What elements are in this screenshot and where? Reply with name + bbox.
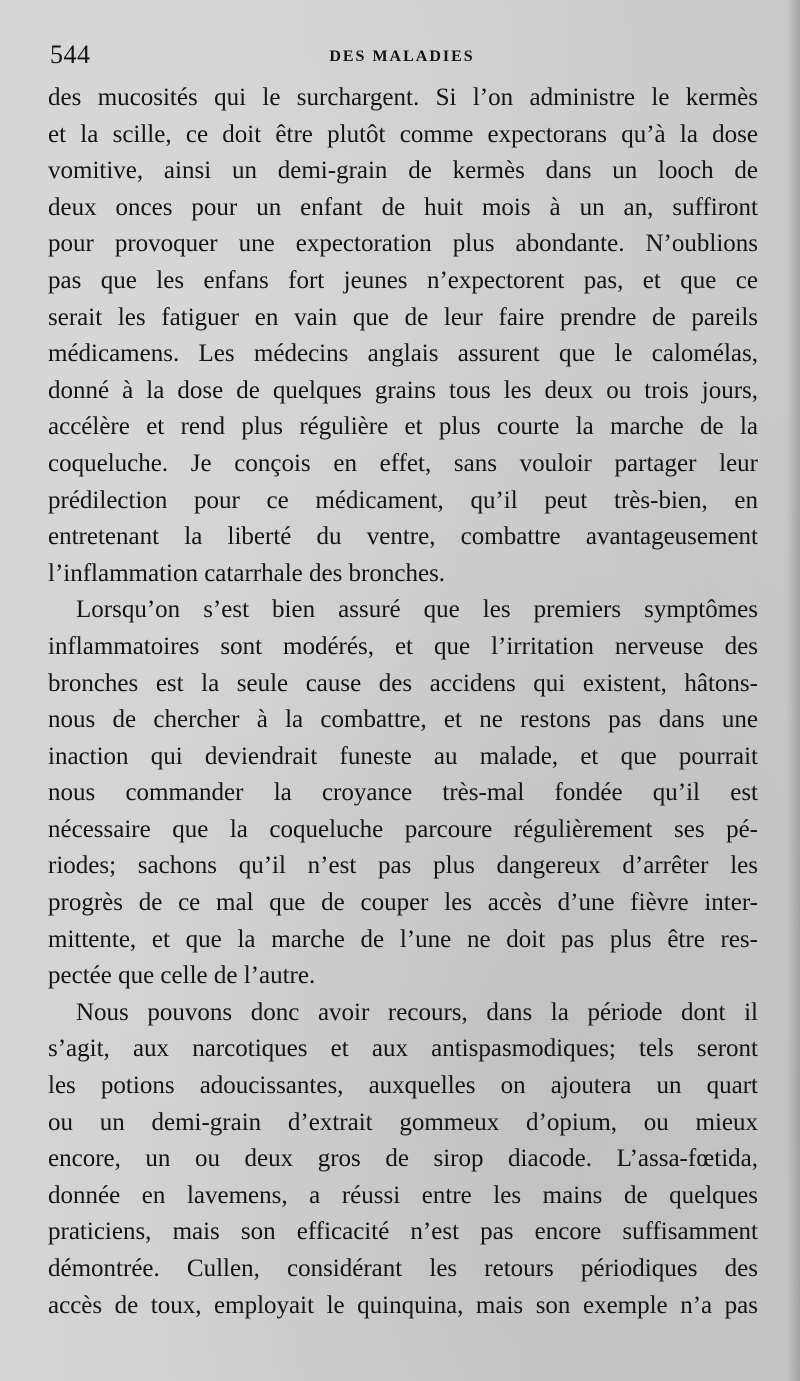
text-line: vomitive, ainsi un demi-grain de kermès dans un looch de [48,157,758,185]
text-line: des mucosités qui le surchargent. Si l’on administre le kermès [48,84,758,111]
text-line: mittente, et que la marche de l’une ne doit pas plus être res- [48,925,758,953]
text-line: inaction qui deviendrait funeste au malade, et que pourrait [48,742,758,770]
running-head [50,40,754,74]
text-line: ou un demi-grain d’extrait gommeux d’opium, ou mieux [48,1108,758,1136]
paragraph-start-line: Nous pouvons donc avoir recours, dans la période dont il [76,998,758,1026]
text-line: nous de chercher à la combattre, et ne restons pas dans une [48,706,758,734]
body-text [48,80,758,1324]
text-line: deux onces pour un enfant de huit mois à un an, suffiront [48,193,758,221]
text-line: progrès de ce mal que de couper les accès d’une fièvre inter- [48,889,758,917]
paragraph-start-line: Lorsqu’on s’est bien assuré que les premiers symptômes [76,596,758,624]
text-line: accès de toux, employait le quinquina, mais son exemple n’a pas [48,1291,758,1319]
text-line: les potions adoucissantes, auxquelles on ajoutera un quart [48,1072,758,1100]
page-edge-shadow [786,0,800,1381]
text-line: accélère et rend plus régulière et plus courte la marche de la [48,413,758,441]
text-line: entretenant la liberté du ventre, combattre avantageusement [48,523,758,551]
text-line: médicamens. Les médecins anglais assurent que le calomélas, [48,340,758,368]
page-number: 544 [50,40,91,69]
paragraph-end-line: pectée que celle de l’autre. [48,962,316,990]
text-line: donnée en lavemens, a réussi entre les mains de quelques [48,1181,758,1209]
text-line: et la scille, ce doit être plutôt comme expectorans qu’à la dose [48,120,758,148]
text-line: nous commander la croyance très-mal fondée qu’il est [48,779,758,807]
text-line: pas que les enfans fort jeunes n’expectorent pas, et que ce [48,266,758,294]
text-line: coqueluche. Je conçois en effet, sans vouloir partager leur [48,449,758,477]
text-line: serait les fatiguer en vain que de leur faire prendre de pareils [48,303,758,331]
text-line: encore, un ou deux gros de sirop diacode. L’assa-fœtida, [48,1145,758,1173]
text-line: pour provoquer une expectoration plus abondante. N’oublions [48,230,758,258]
text-line: riodes; sachons qu’il n’est pas plus dangereux d’arrêter les [48,852,758,880]
text-line: inflammatoires sont modérés, et que l’irritation nerveuse des [48,632,758,660]
text-line: bronches est la seule cause des accidens qui existent, hâtons- [48,669,758,697]
paragraph-end-line: l’inflammation catarrhale des bronches. [48,559,446,587]
text-line: s’agit, aux narcotiques et aux antispasmodiques; tels seront [48,1035,758,1063]
text-line: praticiens, mais son efficacité n’est pas encore suffisamment [48,1218,758,1246]
section-title: DES MALADIES [329,48,475,65]
text-line: démontrée. Cullen, considérant les retours périodiques des [48,1255,758,1282]
text-line: prédilection pour ce médicament, qu’il peut très-bien, en [48,486,758,514]
text-line: donné à la dose de quelques grains tous les deux ou trois jours, [48,376,758,404]
text-line: nécessaire que la coqueluche parcoure régulièrement ses pé- [48,815,758,843]
